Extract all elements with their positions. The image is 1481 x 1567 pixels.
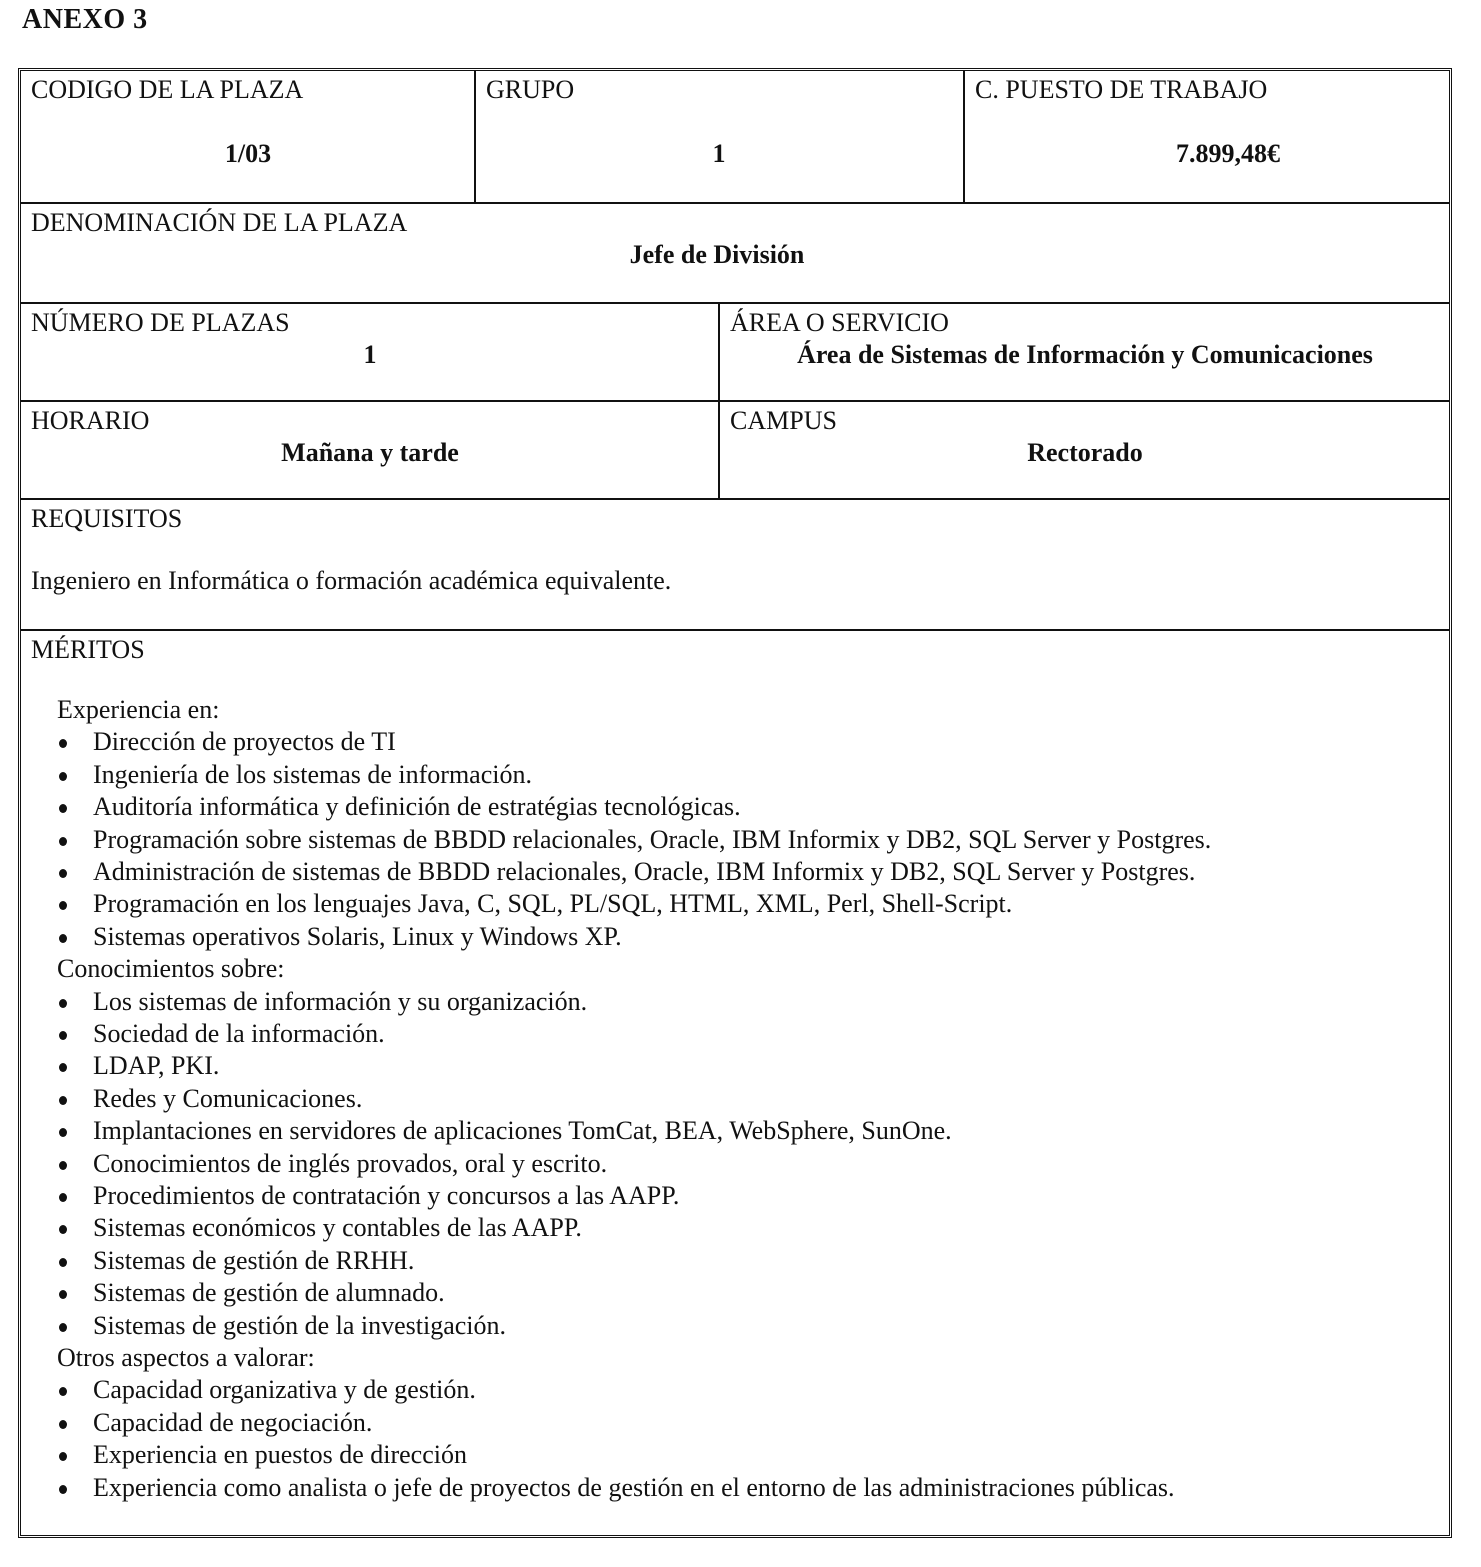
row-denominacion <box>21 204 1449 304</box>
puesto-label: C. PUESTO DE TRABAJO <box>975 75 1268 104</box>
row-codigo-grupo-puesto <box>21 71 1449 204</box>
bullet-icon <box>59 901 67 910</box>
meritos-item-text: LDAP, PKI. <box>93 1051 220 1081</box>
meritos-item-text: Sistemas económicos y contables de las AAPP. <box>93 1213 582 1243</box>
horario-value: Mañana y tarde <box>281 438 459 467</box>
meritos-item-text: Conocimientos de inglés provados, oral y escrito. <box>93 1148 608 1178</box>
bullet-icon <box>59 1387 67 1396</box>
area-value: Área de Sistemas de Información y Comunicaciones <box>797 340 1373 369</box>
meritos-item-text: Programación en los lenguajes Java, C, SQL, PL/SQL, HTML, XML, Perl, Shell-Script. <box>93 889 1013 919</box>
numero-plazas-value: 1 <box>363 340 377 369</box>
requisitos-text: Ingeniero en Informática o formación académica equivalente. <box>31 566 672 595</box>
meritos-item-text: Auditoría informática y definición de estratégias tecnológicas. <box>93 792 741 822</box>
grupo-label: GRUPO <box>486 75 575 104</box>
row-plazas-area <box>21 304 1449 402</box>
meritos-item-text: Los sistemas de información y su organización. <box>93 986 588 1016</box>
meritos-item-text: Dirección de proyectos de TI <box>93 727 396 757</box>
meritos-group-heading: Experiencia en: <box>57 695 220 724</box>
cell-grupo <box>476 71 965 202</box>
bullet-icon <box>59 1225 67 1234</box>
codigo-label: CODIGO DE LA PLAZA <box>31 75 304 104</box>
puesto-value: 7.899,48€ <box>1176 139 1280 168</box>
meritos-item-text: Ingeniería de los sistemas de información. <box>93 759 532 789</box>
cell-puesto <box>965 71 1449 202</box>
bullet-icon <box>59 1420 67 1429</box>
meritos-item-text: Administración de sistemas de BBDD relacionales, Oracle, IBM Informix y DB2, SQL Server y Postgres. <box>93 857 1196 886</box>
meritos-item-text: Sistemas de gestión de la investigación. <box>93 1310 507 1340</box>
bullet-icon <box>59 1031 67 1040</box>
cell-campus <box>720 402 1449 498</box>
bullet-icon <box>59 1485 67 1494</box>
row-requisitos <box>21 500 1449 631</box>
campus-value: Rectorado <box>1027 438 1143 467</box>
row-horario-campus <box>21 402 1449 500</box>
meritos-item-text: Capacidad de negociación. <box>93 1407 373 1437</box>
meritos-item-text: Sistemas operativos Solaris, Linux y Windows XP. <box>93 921 622 951</box>
cell-codigo <box>21 71 476 202</box>
bullet-icon <box>59 1258 67 1267</box>
job-form <box>18 68 1452 1538</box>
row-meritos <box>21 631 1449 1535</box>
meritos-item-text: Implantaciones en servidores de aplicaciones TomCat, BEA, WebSphere, SunOne. <box>93 1116 952 1146</box>
bullet-icon <box>59 934 67 943</box>
bullet-icon <box>59 1193 67 1202</box>
cell-numero-plazas <box>21 304 720 400</box>
meritos-label: MÉRITOS <box>31 635 145 664</box>
meritos-item-text: Programación sobre sistemas de BBDD relacionales, Oracle, IBM Informix y DB2, SQL Server y Postgres. <box>93 824 1212 854</box>
meritos-item-text: Experiencia en puestos de dirección <box>93 1440 467 1470</box>
numero-plazas-label: NÚMERO DE PLAZAS <box>31 308 290 337</box>
bullet-icon <box>59 869 67 878</box>
bullet-icon <box>59 772 67 781</box>
document-title: ANEXO 3 <box>22 4 148 35</box>
cell-area <box>720 304 1449 400</box>
cell-requisitos <box>21 500 1449 629</box>
requisitos-label: REQUISITOS <box>31 504 183 533</box>
meritos-item-text: Sistemas de gestión de alumnado. <box>93 1278 445 1308</box>
bullet-icon <box>59 1063 67 1072</box>
bullet-icon <box>59 804 67 813</box>
meritos-item-text: Capacidad organizativa y de gestión. <box>93 1375 476 1405</box>
bullet-icon <box>59 999 67 1008</box>
bullet-icon <box>59 1452 67 1461</box>
cell-horario <box>21 402 720 498</box>
horario-label: HORARIO <box>31 406 150 435</box>
bullet-icon <box>59 837 67 846</box>
bullet-icon <box>59 1161 67 1170</box>
meritos-item-text: Sociedad de la información. <box>93 1019 385 1048</box>
bullet-icon <box>59 1290 67 1299</box>
meritos-group-heading: Otros aspectos a valorar: <box>57 1343 315 1372</box>
meritos-item-text: Procedimientos de contratación y concursos a las AAPP. <box>93 1181 680 1210</box>
bullet-icon <box>59 1128 67 1137</box>
bullet-icon <box>59 1096 67 1105</box>
codigo-value: 1/03 <box>224 139 272 168</box>
cell-denominacion <box>21 204 1449 302</box>
meritos-item-text: Experiencia como analista o jefe de proyectos de gestión en el entorno de las administraciones públicas. <box>93 1472 1175 1502</box>
area-label: ÁREA O SERVICIO <box>730 308 949 337</box>
denominacion-label: DENOMINACIÓN DE LA PLAZA <box>31 208 408 237</box>
meritos-item-text: Redes y Comunicaciones. <box>93 1083 363 1113</box>
meritos-item-text: Sistemas de gestión de RRHH. <box>93 1245 415 1275</box>
meritos-group-heading: Conocimientos sobre: <box>57 954 285 984</box>
grupo-value: 1 <box>712 139 726 168</box>
bullet-icon <box>59 739 67 748</box>
cell-meritos <box>21 631 1449 1535</box>
bullet-icon <box>59 1323 67 1332</box>
campus-label: CAMPUS <box>730 406 837 435</box>
denominacion-value: Jefe de División <box>629 240 805 269</box>
